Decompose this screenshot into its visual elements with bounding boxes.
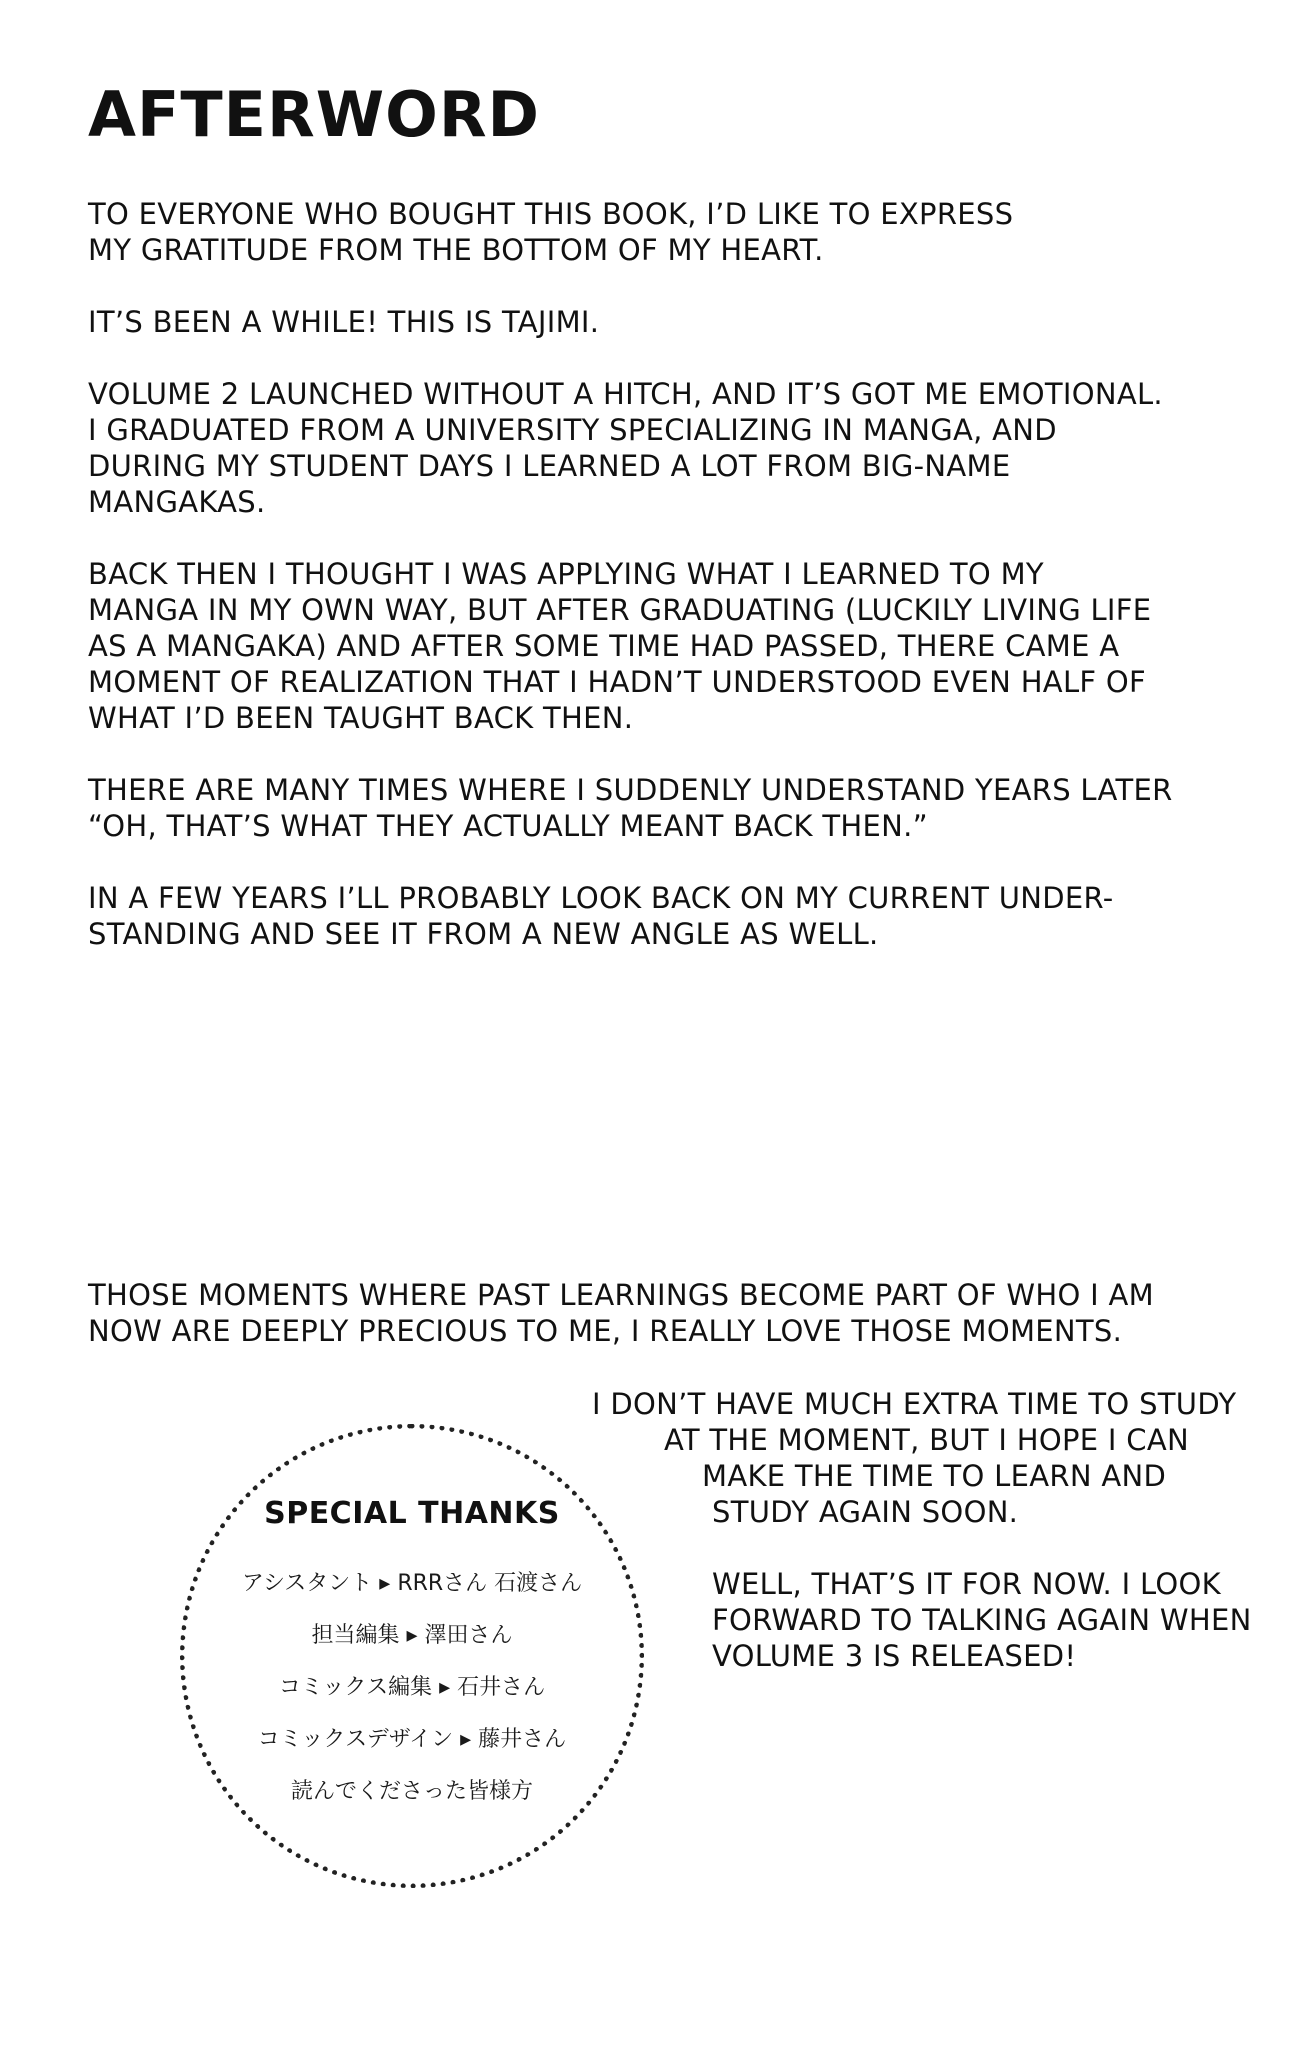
paragraph-volume-launch: VOLUME 2 LAUNCHED WITHOUT A HITCH, AND IT’S GOT ME EMOTIONAL. I GRADUATED FROM A UNIVERSITY SPECIALIZING IN MANGA, AND DURING MY STUDENT DAYS I LEARNED A LOT FROM BIG-NAME MANGAKAS. <box>88 377 1163 519</box>
side-text-line-3: MAKE THE TIME TO LEARN AND <box>702 1459 1167 1493</box>
page-title: AFTERWORD <box>88 78 541 151</box>
special-thanks-dotted-circle <box>180 1424 644 1888</box>
paragraph-gratitude: TO EVERYONE WHO BOUGHT THIS BOOK, I’D LIKE TO EXPRESS MY GRATITUDE FROM THE BOTTOM OF MY HEART. <box>88 197 1014 267</box>
closing-text: WELL, THAT’S IT FOR NOW. I LOOK FORWARD TO TALKING AGAIN WHEN VOLUME 3 IS RELEASED! <box>712 1567 1252 1673</box>
paragraph-greeting: IT’S BEEN A WHILE! THIS IS TAJIMI. <box>88 305 600 339</box>
paragraph-understanding: THERE ARE MANY TIMES WHERE I SUDDENLY UNDERSTAND YEARS LATER “OH, THAT’S WHAT THEY ACTUALLY MEANT BACK THEN.” <box>88 773 1173 843</box>
side-text-line-2: AT THE MOMENT, BUT I HOPE I CAN <box>664 1423 1189 1457</box>
special-thanks-heading: SPECIAL THANKS <box>264 1496 560 1531</box>
thanks-line-assistants: アシスタント ▸ RRRさん 石渡さん <box>241 1571 583 1596</box>
thanks-line-editor: 担当編集 ▸ 澤田さん <box>311 1623 513 1648</box>
thanks-line-comics-editor: コミックス編集 ▸ 石井さん <box>278 1675 546 1700</box>
paragraph-realization: BACK THEN I THOUGHT I WAS APPLYING WHAT I LEARNED TO MY MANGA IN MY OWN WAY, BUT AFTER GRADUATING (LUCKILY LIVING LIFE AS A MANGAKA) AND AFTER SOME TIME HAD PASSED, THERE CAME A MOMENT OF REALIZATION THAT I HADN’T UNDERSTOOD EVEN HALF OF WHAT I’D BEEN TAUGHT BACK THEN. <box>88 557 1152 735</box>
paragraph-precious-moments: THOSE MOMENTS WHERE PAST LEARNINGS BECOME PART OF WHO I AM NOW ARE DEEPLY PRECIOUS TO ME, I REALLY LOVE THOSE MOMENTS. <box>88 1278 1154 1348</box>
side-text-line-1: I DON’T HAVE MUCH EXTRA TIME TO STUDY <box>592 1387 1237 1421</box>
paragraph-future: IN A FEW YEARS I’LL PROBABLY LOOK BACK ON MY CURRENT UNDER- STANDING AND SEE IT FROM A NEW ANGLE AS WELL. <box>88 881 1114 951</box>
thanks-line-comics-design: コミックスデザイン ▸ 藤井さん <box>257 1727 567 1752</box>
side-text-line-4: STUDY AGAIN SOON. <box>712 1495 1019 1529</box>
thanks-line-readers: 読んでくださった皆様方 <box>290 1779 533 1804</box>
